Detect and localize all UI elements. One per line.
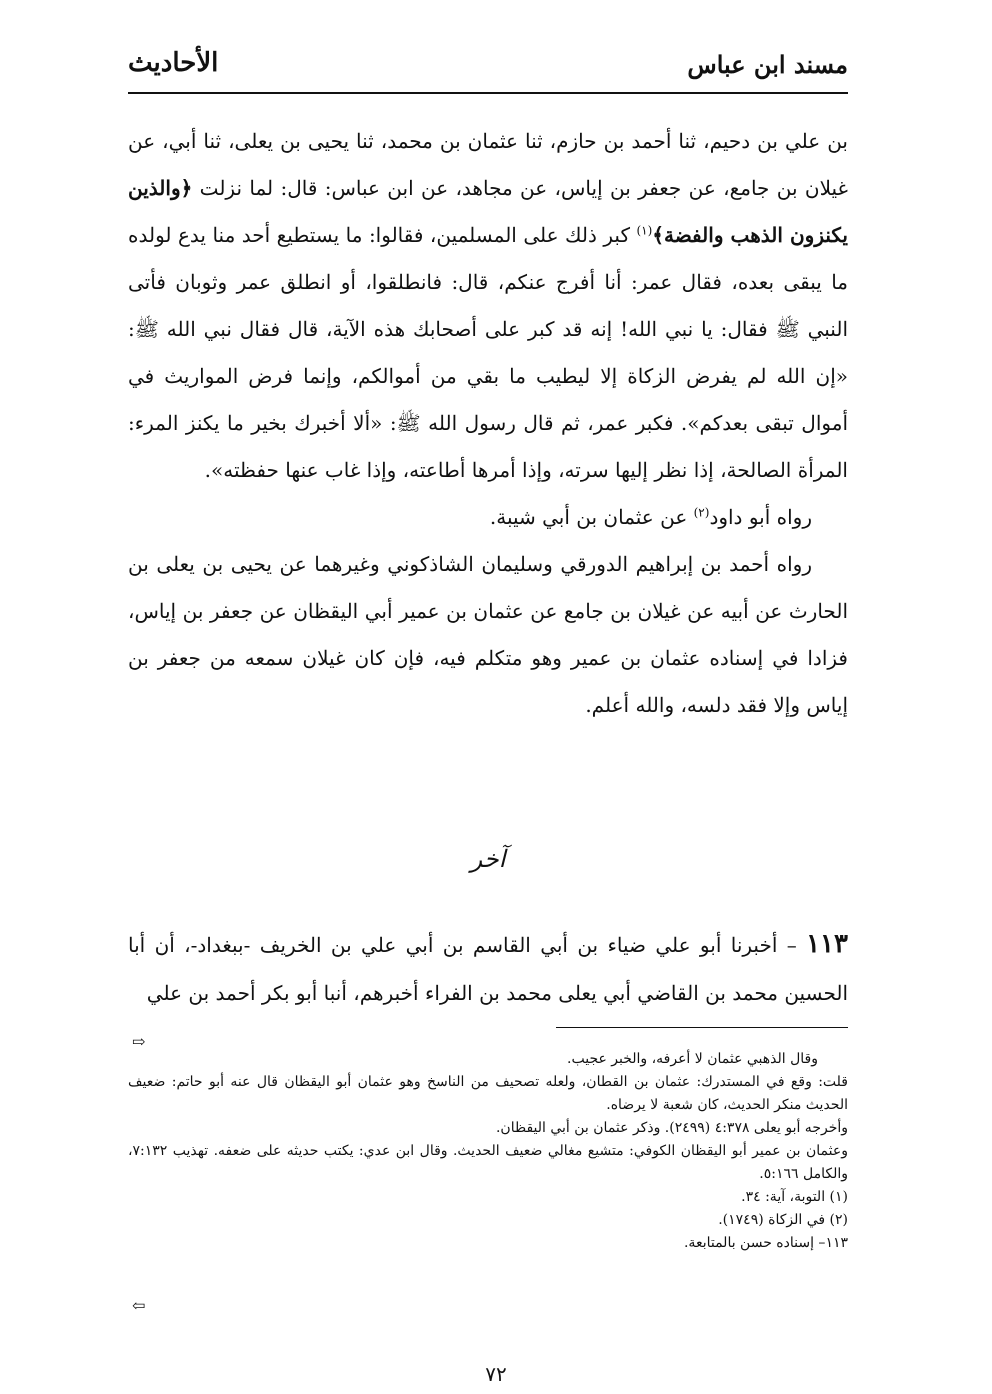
footnote-divider: [556, 1027, 848, 1028]
footnote-line: وأخرجه أبو يعلى ٤:٣٧٨ (٢٤٩٩). وذكر عثمان بن أبي اليقظان.: [495, 1120, 848, 1136]
footnote-113: ١١٣– إسناده حسن بالمتابعة.: [683, 1235, 848, 1251]
paragraph-hadith-text: [128, 118, 848, 494]
paragraph-text-part: بن علي بن دحيم، ثنا أحمد بن حازم، ثنا عثمان بن محمد، ثنا يحيى بن يعلى، ثنا أبي، عن غيلان بن جامع، عن جعفر بن إياس، عن مجاهد، عن ابن عباس: قال: لما نزلت: [128, 129, 848, 200]
paragraph-text-part: رواه أبو داود: [709, 505, 812, 529]
continuation-arrow-icon: ⇦: [132, 1296, 146, 1315]
paragraph-commentary: رواه أحمد بن إبراهيم الدورقي وسليمان الشاذكوني وغيرهما عن يحيى بن يعلى بن الحارث عن أبيه عن غيلان بن جامع عن عثمان بن عمير أبي اليقظان عن جعفر بن إياس، فزادا في إسناده عثمان بن عمير وهو متكلم فيه، فإن كان غيلان سمعه من جعفر بن إياس وإلا فقد دلسه، والله أعلم.: [128, 552, 848, 717]
hadith-dash: –: [777, 933, 807, 957]
footnote-2: (٢) في الزكاة (١٧٤٩).: [718, 1212, 848, 1228]
footnote-line: قلت: وقع في المستدرك: عثمان بن القطان، ولعله تصحيف من الناسخ وهو عثمان أبو اليقظان قال عنه أبو حاتم: ضعيف الحديث منكر الحديث، كان شعبة لا يرضاه.: [128, 1074, 848, 1113]
hadith-paragraph: [128, 920, 848, 1017]
section-title: آخر: [470, 845, 506, 873]
footnote-ref: (٢): [693, 505, 710, 520]
hadith-block: [128, 920, 848, 1017]
page-number: ٧٢: [485, 1362, 507, 1386]
header-divider: [128, 92, 848, 94]
footnote-line: وقال الذهبي عثمان لا أعرفه، والخبر عجيب.: [567, 1051, 818, 1067]
header-section-title: الأحاديث: [128, 48, 219, 78]
page-header: [128, 42, 848, 90]
hadith-number: ١١٣: [806, 929, 848, 959]
header-book-title: مسند ابن عباس: [687, 50, 848, 79]
paragraph-narration: [128, 494, 848, 541]
continuation-arrow-icon: ⇨: [132, 1032, 146, 1051]
quran-verse: ﴿والذين يكنزون الذهب والفضة﴾: [128, 176, 848, 247]
hadith-text: أخبرنا أبو علي ضياء بن أبي القاسم بن أبي علي بن الخريف -ببغداد-، أن أبا الحسين محمد بن القاضي أبي يعلى محمد بن الفراء أخبرهم، أنبا أبو بكر أحمد بن علي: [128, 933, 848, 1005]
footnote-1: (١) التوبة، آية: ٣٤.: [741, 1189, 848, 1205]
main-text: [128, 118, 848, 729]
footnotes: [128, 1048, 848, 1255]
paragraph-text-part: كبر ذلك على المسلمين، فقالوا: ما يستطيع أحد منا يدع لولده ما يبقى بعده، فقال عمر: أنا أفرج عنكم، قال: فانطلقوا، أو انطلق عمر وثوبان فأتى النبي ﷺ فقال: يا نبي الله! إنه قد كبر على أصحابك هذه الآية، قال فقال نبي الله ﷺ: «إن الله لم يفرض الزكاة إلا ليطيب ما بقي من أموالكم، وإنما فرض المواريث في أموال تبقى بعدكم». فكبر عمر، ثم قال رسول الله ﷺ: «ألا أخبرك بخير ما يكنز المرء: المرأة الصالحة، إذا نظر إليها سرته، وإذا أمرها أطاعته، وإذا غاب عنها حفظته».: [128, 223, 848, 482]
paragraph-text-part: عن عثمان بن أبي شيبة.: [489, 505, 694, 529]
footnote-ref: (١): [636, 223, 653, 238]
footnote-line: وعثمان بن عمير أبو اليقظان الكوفي: متشيع مغالي ضعيف الحديث. وقال ابن عدي: يكتب حديثه على ضعفه. تهذيب ٧:١٣٢، والكامل ٥:١٦٦.: [128, 1143, 848, 1182]
